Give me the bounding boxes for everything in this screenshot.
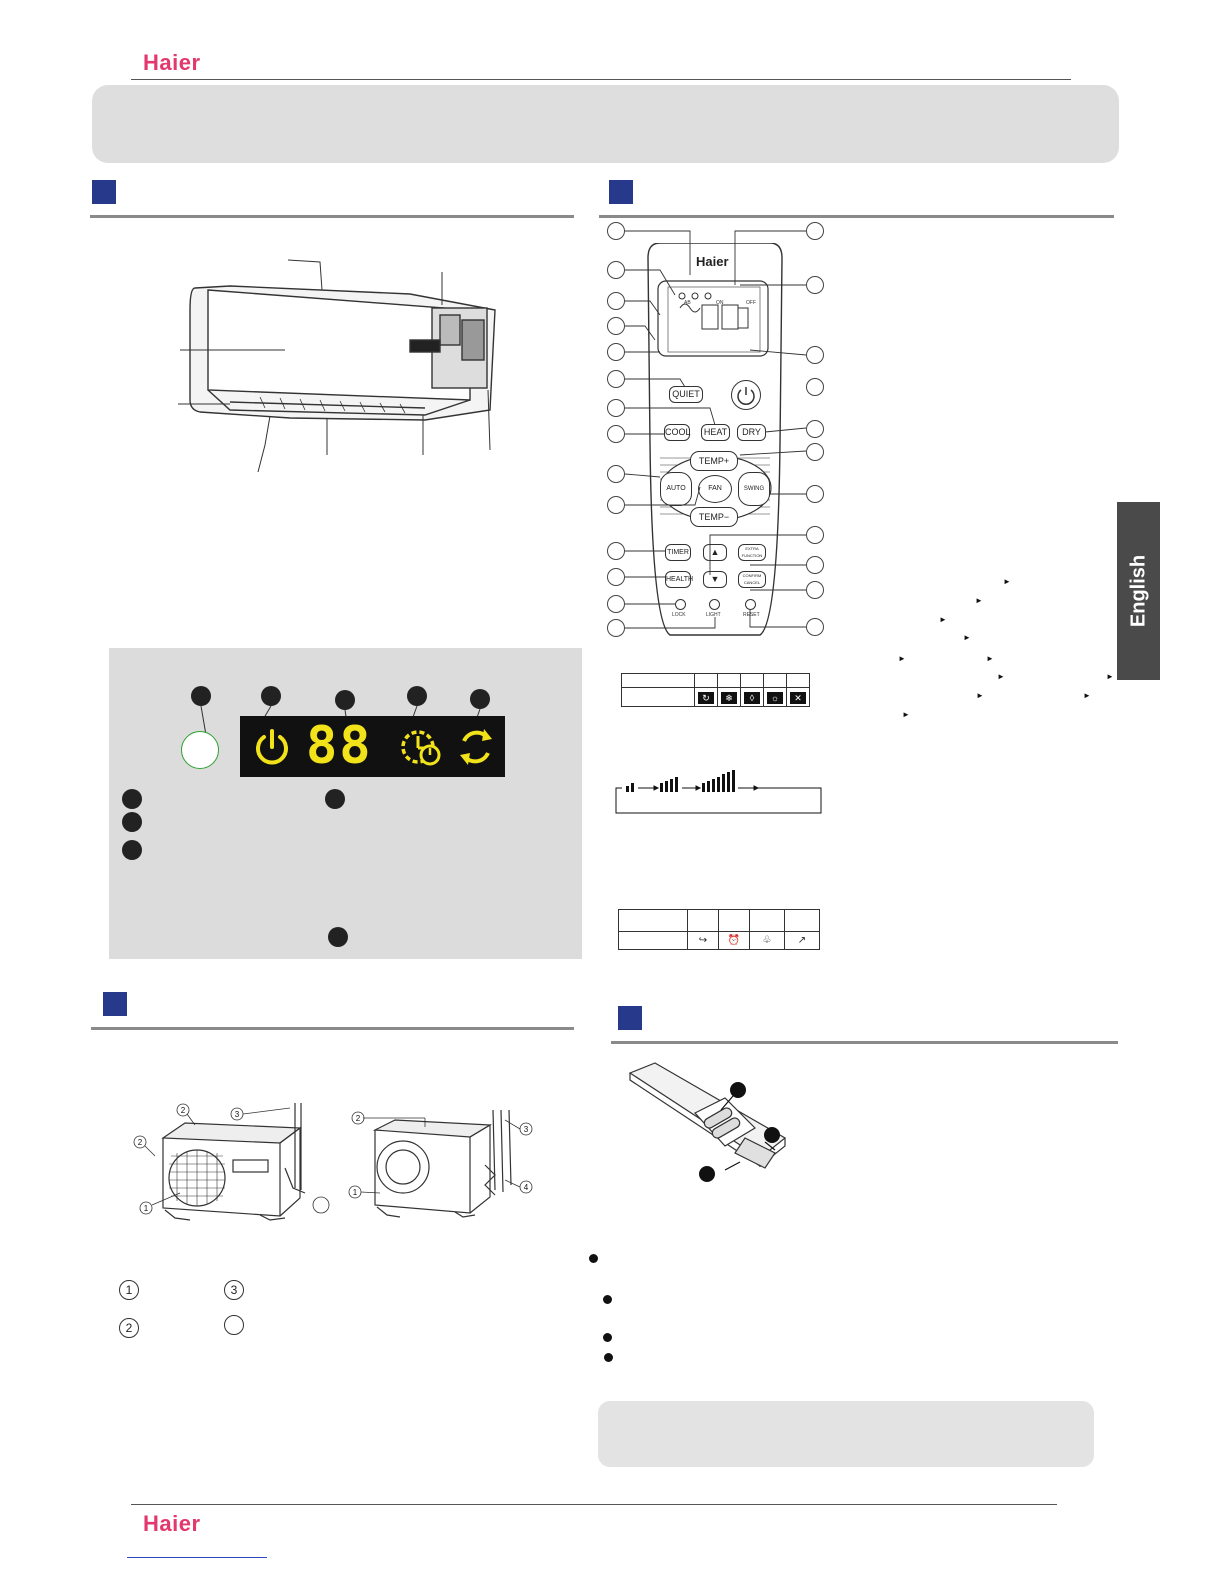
timer-button[interactable]: TIMER: [665, 544, 691, 561]
pointer-marker: ►: [898, 654, 906, 663]
auto-cycle-icon: [454, 725, 498, 769]
extra-function-button[interactable]: EXTRA FUNCTION: [738, 544, 766, 561]
footer-link-underline: [127, 1557, 267, 1558]
indoor-display-panel: [109, 648, 582, 959]
footer-rule: [131, 1504, 1057, 1505]
callout-4: 4: [523, 1183, 529, 1192]
legend-marker: [122, 812, 142, 832]
remote-brand: Haier: [696, 254, 729, 269]
section-header-outdoor-unit: [91, 990, 574, 1030]
receiver-window: [181, 731, 219, 769]
light-label: LIGHT: [706, 612, 721, 618]
alarm-icon: ⏰: [719, 932, 750, 950]
callout-2: 2: [180, 1106, 186, 1115]
haier-logo-header: Haier: [143, 50, 201, 75]
quiet-button[interactable]: QUIET: [669, 386, 703, 403]
bullet-point: [603, 1333, 612, 1342]
health-button[interactable]: HEALTH: [665, 571, 691, 588]
mode-icon-table: [621, 673, 810, 707]
lcd-label-ab: AB: [684, 300, 691, 306]
bullet-point: [589, 1254, 598, 1263]
lcd-label-off: OFF: [746, 300, 756, 306]
language-tab: [1117, 502, 1160, 680]
timer-icon: [398, 726, 444, 768]
cool-button[interactable]: COOL: [664, 424, 690, 441]
lcd-label-on: ON: [716, 300, 724, 306]
auto-button[interactable]: AUTO: [660, 472, 692, 506]
legend-marker: [328, 927, 348, 947]
digit-display: 88: [306, 716, 373, 776]
outdoor-unit-illustration-1: [125, 1098, 340, 1228]
legend-marker: [122, 789, 142, 809]
section-header-indoor-unit: [90, 178, 574, 218]
auto-mode-icon: ↻: [698, 692, 714, 704]
pointer-marker: ►: [963, 633, 971, 642]
temp-up-button[interactable]: TEMP+: [690, 451, 738, 471]
callout-2: 2: [355, 1114, 361, 1123]
lock-label: LOCK: [672, 612, 686, 618]
pointer-marker: ►: [997, 672, 1005, 681]
power-icon: [252, 727, 292, 767]
legend-marker: [325, 789, 345, 809]
fan-button[interactable]: FAN: [698, 475, 732, 503]
outdoor-unit-illustration-2: [345, 1105, 540, 1230]
sleep-icon: ↪: [688, 932, 719, 950]
callout-2b: 2: [137, 1138, 143, 1147]
indoor-unit-illustration: [170, 250, 510, 480]
bullet-point: [604, 1353, 613, 1362]
section-marker: [92, 180, 116, 204]
pointer-marker: ►: [986, 654, 994, 663]
confirm-cancel-button[interactable]: CONFIRM CANCEL: [738, 571, 766, 588]
bullet-point: [603, 1295, 612, 1304]
reset-label: RESET: [743, 612, 760, 618]
heat-mode-icon: ☼: [767, 692, 783, 704]
legend-1: 1: [119, 1280, 139, 1300]
function-icon-table: [618, 909, 820, 950]
pointer-marker: ►: [939, 615, 947, 624]
callout-3: 3: [234, 1110, 240, 1119]
temp-down-button[interactable]: TEMP−: [690, 507, 738, 527]
callout-1: 1: [143, 1204, 149, 1213]
legend-marker: [122, 840, 142, 860]
section-marker: [618, 1006, 642, 1030]
turbo-icon: ↗: [785, 932, 820, 950]
legend-3: 3: [224, 1280, 244, 1300]
pointer-marker: ►: [1106, 672, 1114, 681]
cool-mode-icon: ❄: [721, 692, 737, 704]
remote-callout-lines: [600, 215, 830, 645]
legend-4: [224, 1315, 244, 1335]
title-banner: [92, 85, 1119, 163]
header-rule: [131, 79, 1071, 80]
section-marker: [103, 992, 127, 1016]
callout-1: 1: [352, 1188, 358, 1197]
legend-2: 2: [119, 1318, 139, 1338]
dry-button[interactable]: DRY: [737, 424, 766, 441]
leaf-icon: ♧: [750, 932, 785, 950]
swing-button[interactable]: SWING: [738, 472, 770, 506]
pointer-marker: ►: [976, 691, 984, 700]
indoor-led-display: [240, 716, 505, 777]
pointer-marker: ►: [975, 596, 983, 605]
note-box: [598, 1401, 1094, 1467]
down-arrow-icon: ▼: [710, 574, 720, 584]
language-label: English: [1127, 554, 1149, 628]
callout-3: 3: [523, 1125, 529, 1134]
pointer-marker: ►: [902, 710, 910, 719]
section-marker: [609, 180, 633, 204]
section-header-batteries: [611, 1004, 1118, 1044]
battery-installation-illustration: [625, 1058, 815, 1188]
fan-speed-cycle-diagram: [612, 768, 827, 816]
heat-button[interactable]: HEAT: [701, 424, 730, 441]
dry-mode-icon: ◊: [744, 692, 760, 704]
pointer-marker: ►: [1083, 691, 1091, 700]
section-header-remote: [599, 178, 1114, 218]
fan-mode-icon: ✕: [790, 692, 806, 704]
up-arrow-icon: ▲: [710, 547, 720, 557]
haier-logo-footer: Haier: [143, 1511, 201, 1536]
pointer-marker: ►: [1003, 577, 1011, 586]
